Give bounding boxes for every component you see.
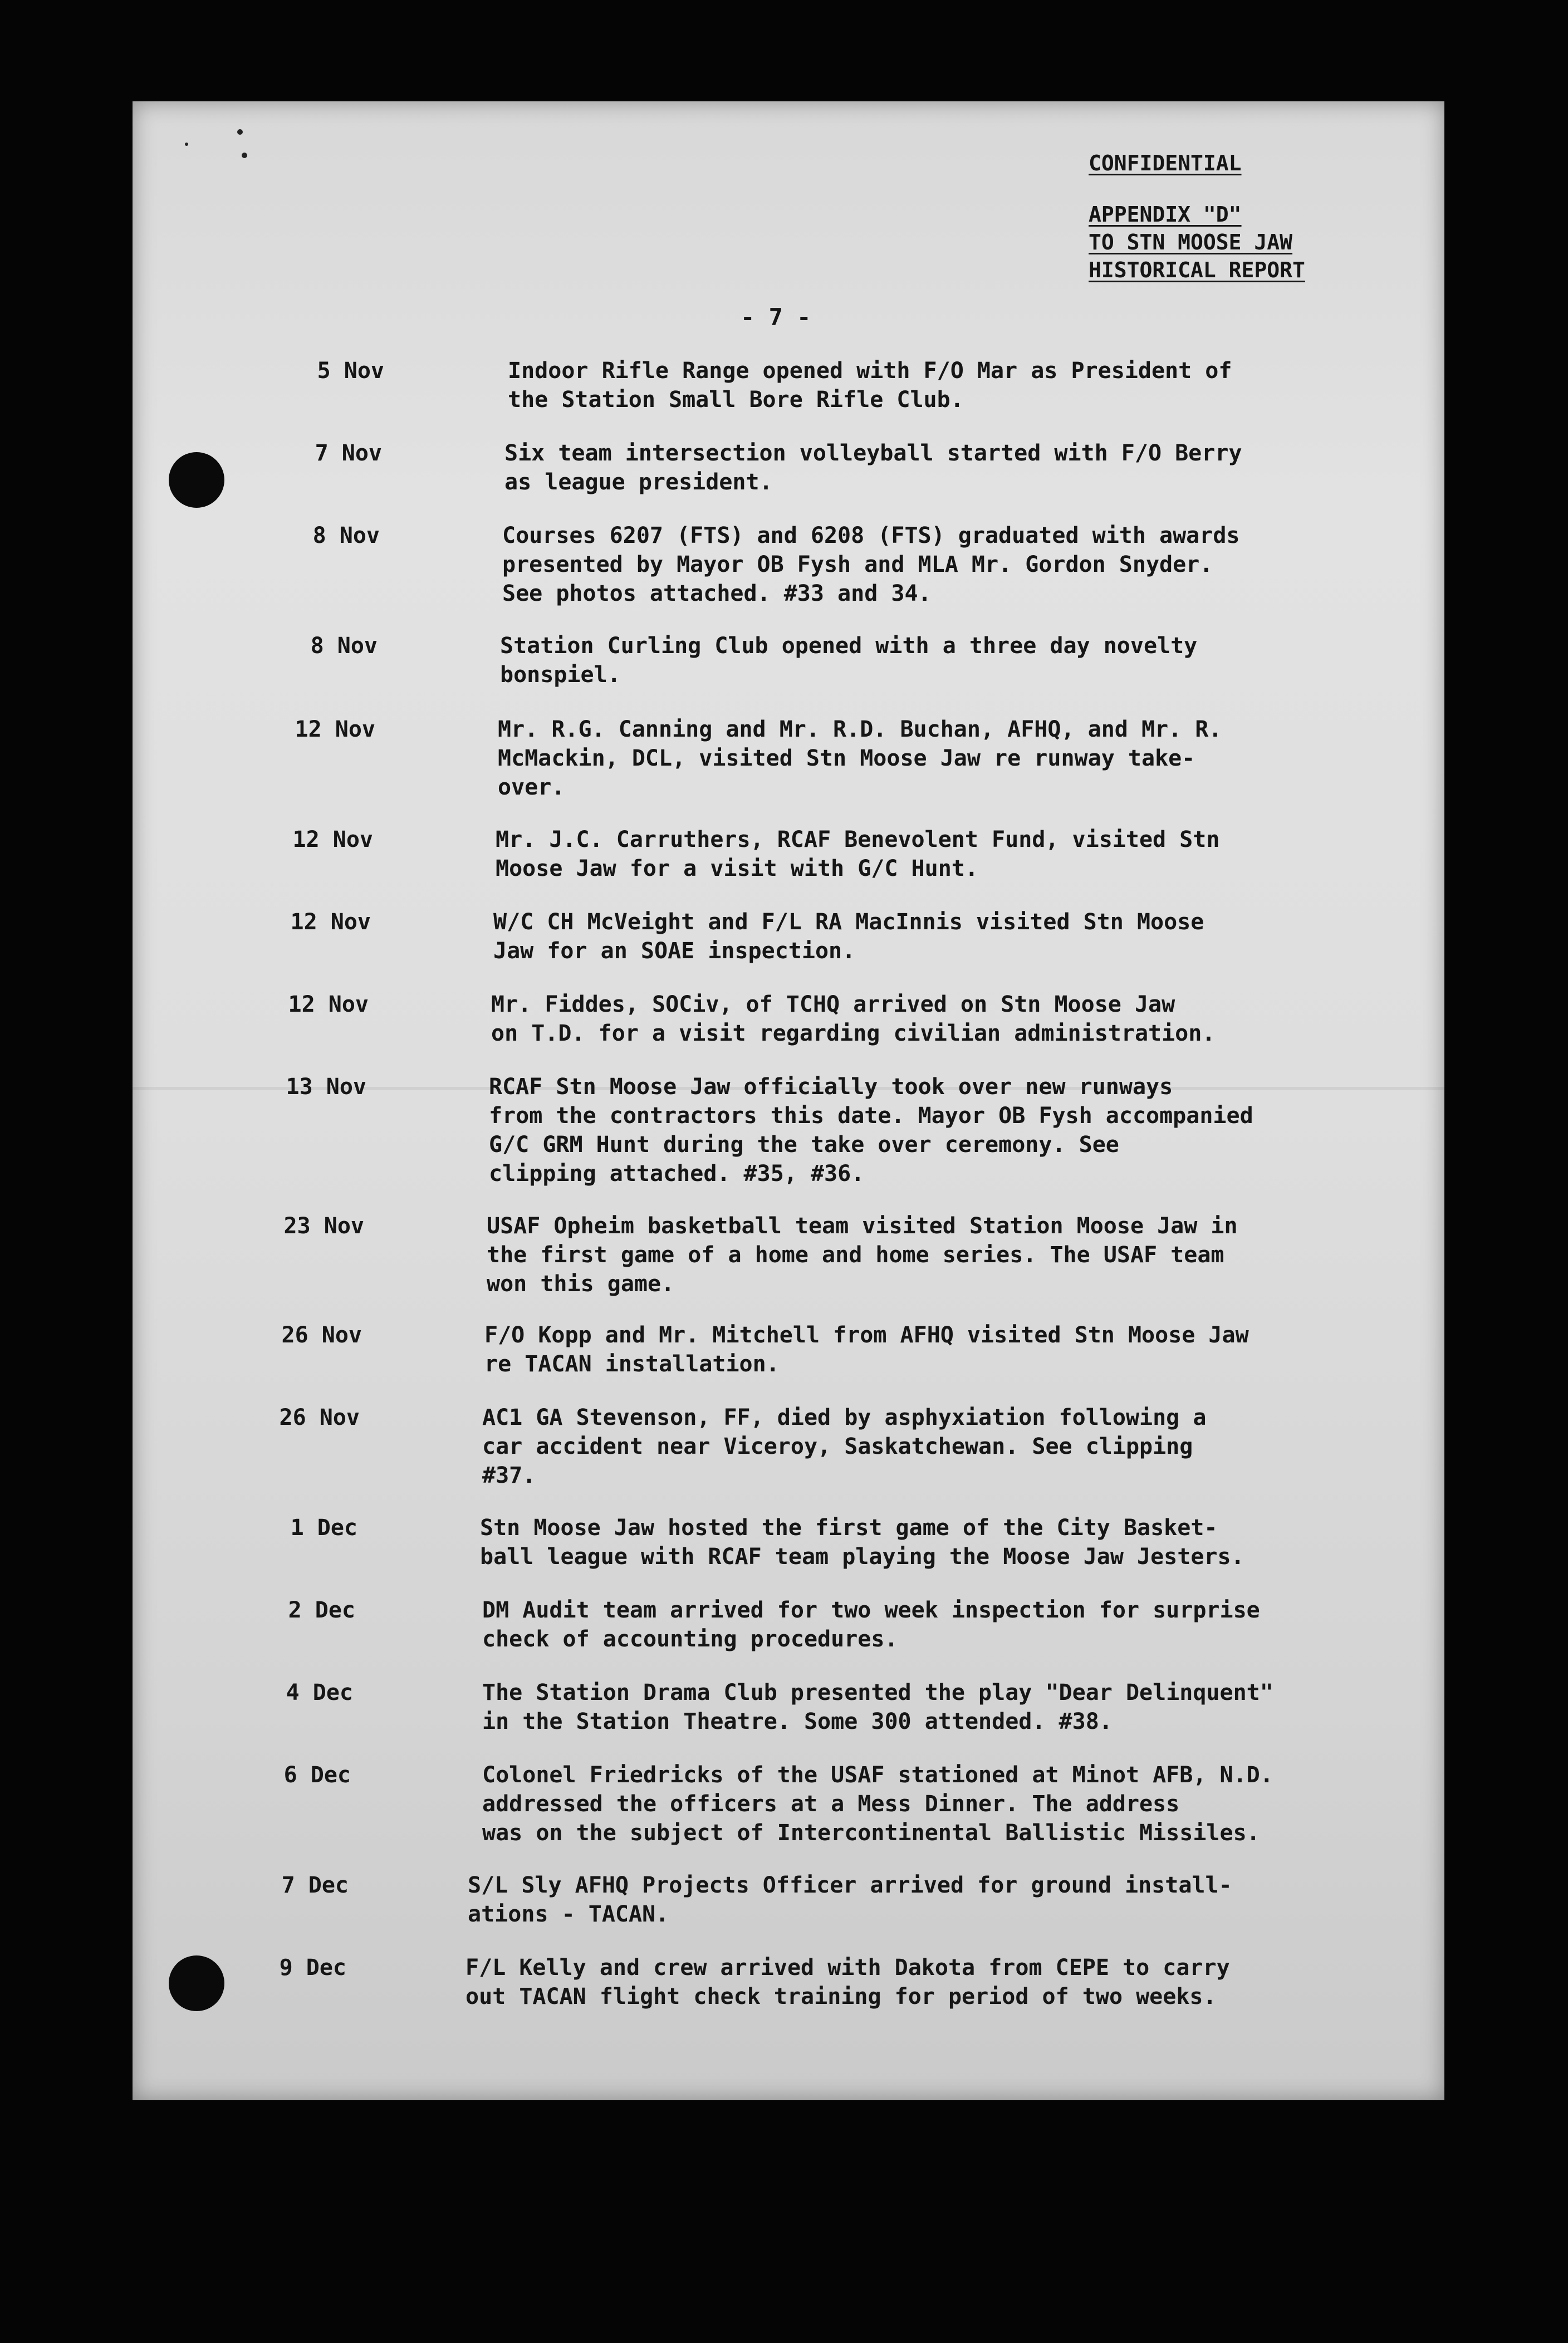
entry-date: 26 Nov (279, 1405, 360, 1430)
entry-date: 9 Dec (279, 1955, 346, 1981)
entry-text: Mr. Fiddes, SOCiv, of TCHQ arrived on Stn Moose Jaw on T.D. for a visit regarding civilian administration. (491, 992, 1216, 1046)
appendix-header (1089, 200, 1305, 284)
entry-text: RCAF Stn Moose Jaw officially took over new runways from the contractors this date. Mayor OB Fysh accompanied G/C GRM Hunt during the take over ceremony. See clipping attached. #35, #36. (489, 1074, 1253, 1187)
entry-text: Six team intersection volleyball started with F/O Berry as league president. (504, 440, 1242, 495)
entry-date: 12 Nov (292, 827, 373, 852)
entry-date: 26 Nov (281, 1322, 362, 1348)
page-number: - 7 - (741, 303, 811, 331)
entry-text: The Station Drama Club presented the play "Dear Delinquent" in the Station Theatre. Some 300 attended. #38. (482, 1680, 1273, 1734)
entry-date: 4 Dec (286, 1680, 353, 1705)
entry-text: Mr. J.C. Carruthers, RCAF Benevolent Fund, visited Stn Moose Jaw for a visit with G/C Hunt. (496, 827, 1220, 881)
classification-label: CONFIDENTIAL (1089, 151, 1242, 175)
appendix-line-1: APPENDIX "D" (1089, 202, 1242, 227)
entry-date: 7 Dec (281, 1873, 349, 1898)
entry-text: USAF Opheim basketball team visited Station Moose Jaw in the first game of a home and home series. The USAF team won this game. (487, 1213, 1238, 1297)
entry-date: 8 Nov (310, 633, 378, 659)
entry-date: 2 Dec (288, 1597, 355, 1623)
entry-date: 13 Nov (286, 1074, 366, 1100)
speck-mark (242, 153, 247, 158)
entry-text: Colonel Friedricks of the USAF stationed at Minot AFB, N.D. addressed the officers at a Mess Dinner. The address was on the subject of Intercontinental Ballistic Missiles. (482, 1762, 1273, 1846)
entry-date: 23 Nov (283, 1213, 364, 1239)
entry-text: F/L Kelly and crew arrived with Dakota from CEPE to carry out TACAN flight check training for period of two weeks. (465, 1955, 1230, 2009)
entry-text: Indoor Rifle Range opened with F/O Mar as President of the Station Small Bore Rifle Club. (508, 358, 1232, 413)
entry-text: S/L Sly AFHQ Projects Officer arrived for ground install- ations - TACAN. (468, 1873, 1232, 1927)
entry-text: Stn Moose Jaw hosted the first game of the City Basket- ball league with RCAF team playing the Moose Jaw Jesters. (480, 1515, 1244, 1570)
entry-text: Mr. R.G. Canning and Mr. R.D. Buchan, AFHQ, and Mr. R. McMackin, DCL, visited Stn Moose Jaw re runway take- over. (498, 717, 1222, 800)
appendix-line-2: TO STN MOOSE JAW (1089, 230, 1293, 254)
entry-text: DM Audit team arrived for two week inspection for surprise check of accounting procedures. (482, 1597, 1260, 1652)
entry-date: 7 Nov (315, 440, 382, 466)
speck-mark (185, 143, 188, 146)
entry-date: 12 Nov (290, 909, 371, 935)
entry-text: Courses 6207 (FTS) and 6208 (FTS) graduated with awards presented by Mayor OB Fysh and MLA Mr. Gordon Snyder. See photos attached. #33 and 34. (502, 523, 1240, 606)
entry-date: 8 Nov (312, 523, 380, 548)
entry-date: 6 Dec (283, 1762, 351, 1788)
entry-date: 12 Nov (295, 717, 375, 742)
entry-text: W/C CH McVeight and F/L RA MacInnis visited Stn Moose Jaw for an SOAE inspection. (493, 909, 1204, 964)
classification-header (1089, 149, 1242, 177)
entry-date: 1 Dec (290, 1515, 357, 1541)
entry-date: 12 Nov (288, 992, 369, 1017)
speck-mark (237, 129, 243, 135)
entry-date: 5 Nov (317, 358, 384, 384)
appendix-line-3: HISTORICAL REPORT (1089, 258, 1305, 282)
entry-text: F/O Kopp and Mr. Mitchell from AFHQ visited Stn Moose Jaw re TACAN installation. (484, 1322, 1249, 1377)
entry-text: Station Curling Club opened with a three day novelty bonspiel. (500, 633, 1198, 688)
entry-text: AC1 GA Stevenson, FF, died by asphyxiation following a car accident near Viceroy, Saskatchewan. See clipping #37. (482, 1405, 1207, 1488)
